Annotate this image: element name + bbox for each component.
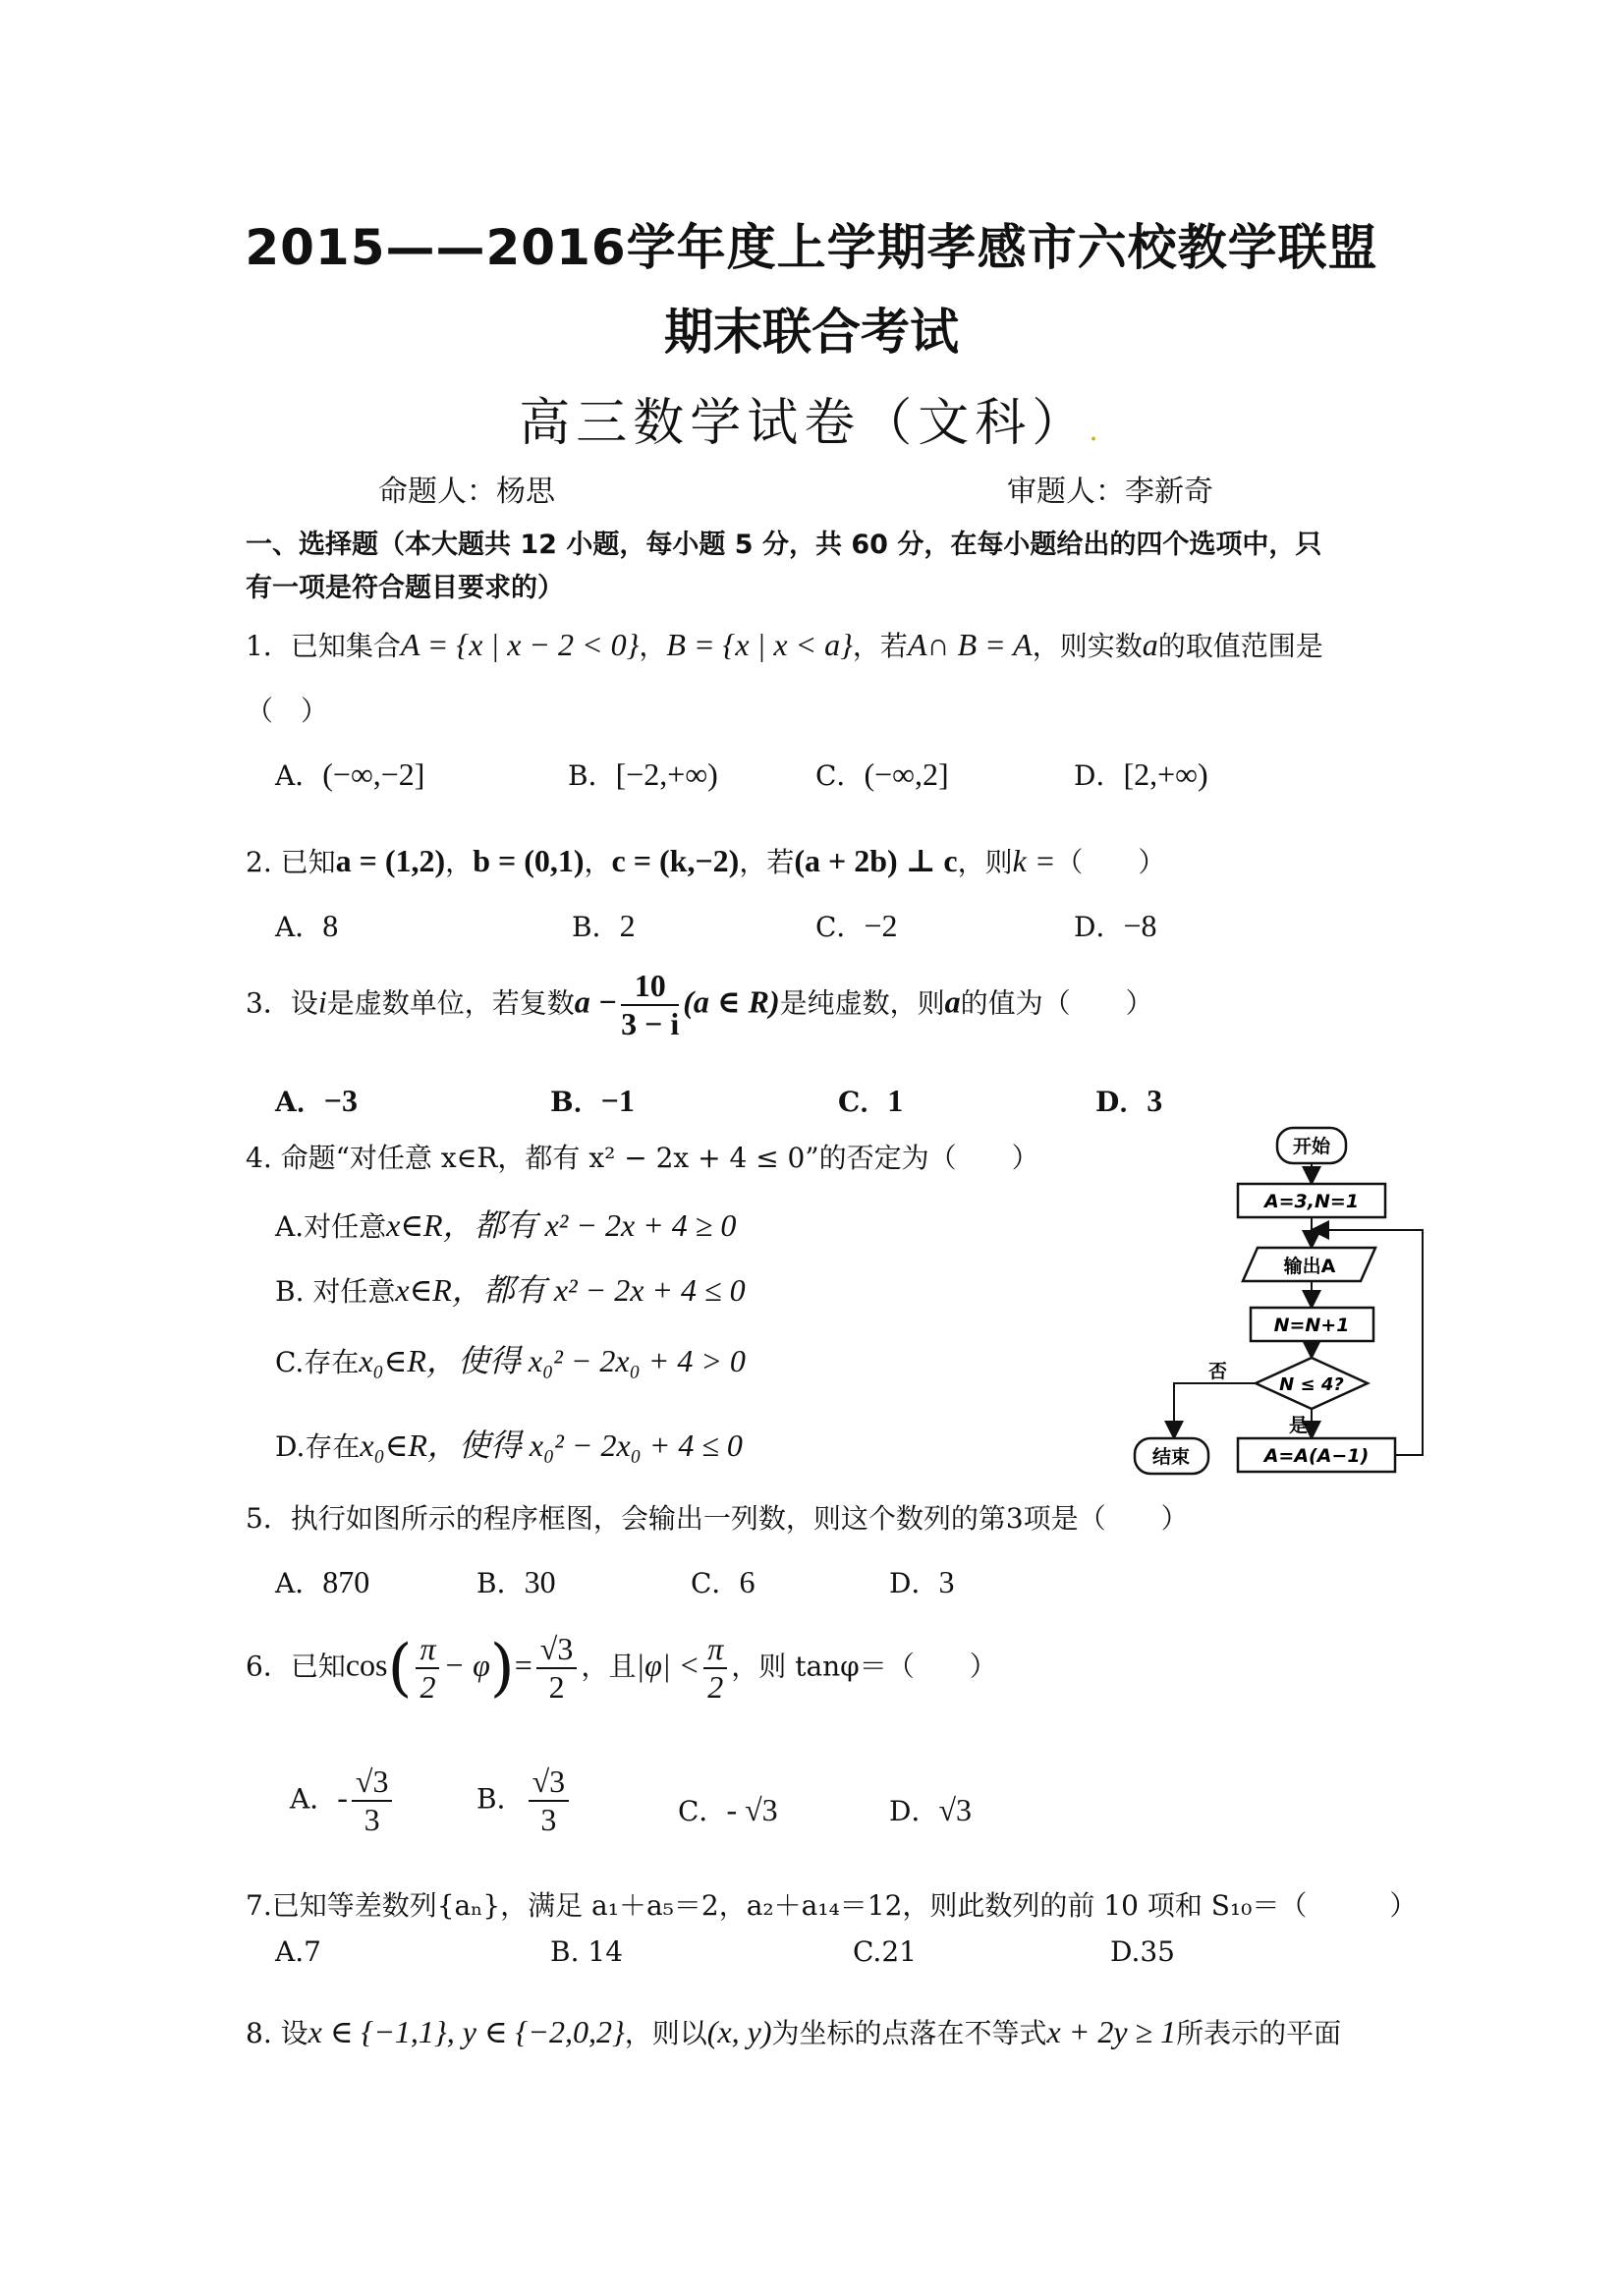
flow-yes-label: 是 — [1289, 1415, 1309, 1436]
q1-sep: ， — [639, 630, 667, 662]
q6-option-c — [678, 1790, 778, 1829]
option-num: √3 — [352, 1764, 393, 1802]
option-label: B． — [568, 759, 616, 792]
question-4: 4. 命题“对任意 x∈R，都有 x² − 2x + 4 ≤ 0”的否定为（ ） — [246, 1142, 1039, 1174]
option-label: C.存在 — [275, 1346, 360, 1378]
q2-option-a — [275, 906, 338, 945]
flow-update-label: A=A(A−1) — [1263, 1445, 1370, 1467]
question-6 — [246, 1631, 997, 1706]
option-label: A． — [290, 1782, 338, 1816]
option-value: - √3 — [726, 1792, 778, 1827]
q1-tail: 的取值范围是 — [1157, 630, 1323, 662]
q8-text4: 所表示的平面 — [1176, 2017, 1342, 2049]
q3-a: a — [944, 983, 961, 1020]
option-label: C． — [691, 1567, 740, 1599]
option-value: x∈R，都有 x² − 2x + 4 ≤ 0 — [395, 1272, 746, 1308]
option-value: −2 — [864, 908, 898, 943]
option-value: √3 — [938, 1792, 973, 1827]
q3-fraction — [621, 968, 679, 1042]
flow-increment-label: N=N+1 — [1273, 1315, 1350, 1336]
q5-option-b — [476, 1562, 556, 1601]
option-value: −8 — [1123, 908, 1157, 943]
q5-option-d — [889, 1562, 954, 1601]
q3-text: 是虚数单位，若复数 — [326, 986, 575, 1020]
option-label: D． — [889, 1567, 939, 1599]
flow-init-label: A=3,N=1 — [1263, 1191, 1360, 1212]
q6-text3: ，则 tanφ＝（ ） — [731, 1650, 997, 1683]
q3-option-b — [550, 1081, 635, 1120]
option-value: −1 — [600, 1083, 635, 1118]
q8-inequality: x + 2y ≥ 1 — [1046, 2014, 1177, 2049]
q6-abs-phi: |φ| < — [636, 1647, 700, 1683]
option-value: x₀∈R，使得 x₀² − 2x₀ + 4 > 0 — [359, 1343, 746, 1378]
program-flowchart — [1110, 1120, 1483, 1493]
question-8 — [246, 2012, 1341, 2051]
q1-mid: ，若 — [852, 630, 908, 662]
question-2 — [246, 841, 1165, 880]
option-fraction — [529, 1764, 570, 1838]
q1-condition: A∩ B = A — [907, 627, 1033, 662]
q6-two: 2 — [548, 1668, 565, 1705]
q7-option-b: B. 14 — [550, 1935, 624, 1968]
option-fraction — [352, 1764, 393, 1838]
q3-denominator: 3 − i — [621, 1005, 680, 1041]
q2-vector-b: b = (0,1) — [473, 843, 585, 878]
q3-a-minus: a − — [574, 983, 618, 1020]
q3-option-c — [838, 1081, 903, 1120]
q6-pi-over-2 — [416, 1631, 439, 1706]
q6-two: 2 — [707, 1668, 724, 1705]
option-label: B． — [572, 911, 620, 943]
q4-option-c — [275, 1336, 746, 1381]
question-1 — [246, 625, 1323, 664]
q2-then: ，则 — [957, 846, 1013, 878]
q1-option-a — [275, 755, 424, 794]
q1-set-b: B = {x | x < a} — [666, 627, 853, 662]
option-label: B． — [476, 1567, 525, 1599]
option-value: 8 — [322, 908, 339, 943]
option-label: C． — [838, 1086, 888, 1118]
flow-condition-label: N ≤ 4? — [1279, 1374, 1344, 1395]
q6-left-paren: ( — [387, 1631, 413, 1705]
option-label: D.存在 — [275, 1430, 361, 1463]
q2-condition: (a + 2b) ⊥ c — [794, 843, 958, 878]
q2-option-c — [815, 906, 897, 945]
q2-comma: ， — [584, 846, 612, 878]
q6-minus-phi: − φ — [443, 1647, 490, 1683]
option-den: 3 — [540, 1801, 557, 1837]
option-label: A． — [275, 911, 323, 943]
q6-option-b — [476, 1764, 573, 1838]
section-heading-line1: 一、选择题（本大题共 12 小题，每小题 5 分，共 60 分，在每小题给出的四个选项中，只 — [246, 530, 1322, 560]
option-value: 3 — [1147, 1083, 1163, 1118]
q1-prefix: 1．已知集合 — [246, 630, 401, 662]
option-label: B． — [550, 1086, 601, 1118]
q3-text3: 是纯虚数，则 — [779, 986, 945, 1020]
q6-two: 2 — [420, 1668, 436, 1705]
option-label: B． — [476, 1782, 525, 1816]
option-label: C． — [815, 759, 865, 792]
q3-numerator: 10 — [621, 968, 679, 1006]
q7-option-d: D.35 — [1110, 1935, 1175, 1968]
option-label: D． — [1074, 759, 1124, 792]
q1-option-d — [1074, 755, 1208, 794]
option-label: C． — [815, 911, 865, 943]
q4-option-a — [275, 1201, 736, 1246]
exam-title-line1: 2015——2016学年度上学期孝感市六校教学联盟 — [245, 219, 1378, 276]
option-value: x∈R，都有 x² − 2x + 4 ≥ 0 — [386, 1207, 737, 1243]
q1-answer-paren: （ ） — [246, 695, 329, 727]
q7-option-c: C.21 — [853, 1935, 917, 1968]
q4-option-d — [275, 1421, 743, 1466]
option-value: x₀∈R，使得 x₀² − 2x₀ + 4 ≤ 0 — [360, 1428, 743, 1463]
option-num: √3 — [529, 1764, 570, 1802]
q6-cos: cos — [345, 1647, 388, 1683]
q4-option-b — [275, 1265, 746, 1311]
q6-eq: = — [514, 1647, 532, 1683]
q3-option-a — [275, 1081, 358, 1120]
q2-vector-c: c = (k,−2) — [611, 843, 740, 878]
option-label: A． — [275, 1086, 324, 1118]
option-label: D． — [1095, 1086, 1147, 1118]
q8-text3: 为坐标的点落在不等式 — [771, 2017, 1047, 2049]
option-value: 30 — [524, 1564, 556, 1599]
option-label: C． — [678, 1795, 727, 1827]
question-7: 7.已知等差数列{aₙ}，满足 a₁＋a₅＝2，a₂＋a₁₄＝12，则此数列的前 10 项和 S₁₀＝（ ） — [246, 1889, 1418, 1922]
subject-title: 高三数学试卷（文科） — [519, 394, 1090, 453]
option-value: −3 — [323, 1083, 358, 1118]
option-value: 3 — [938, 1564, 955, 1599]
q6-prefix: 6．已知 — [246, 1650, 346, 1683]
flow-start-label: 开始 — [1292, 1136, 1331, 1157]
option-label: A． — [275, 1567, 323, 1599]
question-5: 5．执行如图所示的程序框图，会输出一列数，则这个数列的第3项是（ ） — [246, 1502, 1189, 1535]
option-value: (−∞,2] — [864, 756, 949, 792]
q1-suffix: ，则实数 — [1032, 630, 1143, 662]
q2-option-b — [572, 906, 636, 945]
q2-if: ，若 — [739, 846, 795, 878]
q2-prefix: 2. 已知 — [246, 846, 336, 878]
q1-set-a: A = {x | x − 2 < 0} — [400, 627, 640, 662]
q3-text4: 的值为（ ） — [960, 986, 1153, 1020]
section-heading-line2: 有一项是符合题目要求的） — [246, 573, 564, 603]
option-label: D． — [889, 1795, 939, 1827]
q1-option-b — [568, 755, 718, 794]
option-den: 3 — [364, 1801, 380, 1837]
q6-pi: π — [703, 1631, 727, 1669]
q3-i: i — [317, 983, 327, 1020]
q6-sqrt3: √3 — [536, 1631, 578, 1669]
q6-pi: π — [416, 1631, 439, 1669]
q6-right-paren: ) — [489, 1631, 515, 1705]
q8-point: (x, y) — [706, 2014, 772, 2049]
q5-option-c — [691, 1562, 755, 1601]
option-value: (−∞,−2] — [322, 756, 425, 792]
q2-paren: （ ） — [1055, 846, 1166, 878]
q6-text2: ，且 — [581, 1650, 637, 1683]
q8-sets: x ∈ {−1,1}, y ∈ {−2,0,2} — [308, 2014, 625, 2049]
q6-rhs — [536, 1631, 578, 1706]
q6-pi-over-2-b — [703, 1631, 727, 1706]
q7-option-a: A.7 — [275, 1935, 321, 1968]
author-label: 命题人：杨思 — [378, 475, 555, 509]
q2-comma: ， — [445, 846, 474, 878]
option-sign: - — [337, 1779, 348, 1816]
option-label: A.对任意 — [275, 1210, 387, 1243]
q8-prefix: 8. 设 — [246, 2017, 308, 2049]
option-value: 870 — [322, 1564, 370, 1599]
q3-option-d — [1095, 1081, 1162, 1120]
option-label: B. 对任意 — [275, 1275, 396, 1308]
flow-end-label: 结束 — [1151, 1446, 1191, 1468]
option-value: 6 — [739, 1564, 756, 1599]
flow-output-label: 输出A — [1283, 1256, 1336, 1277]
exam-title-line3 — [0, 381, 1623, 455]
q2-ask: k = — [1012, 843, 1056, 878]
flow-no-label: 否 — [1208, 1361, 1228, 1382]
option-label: D． — [1074, 911, 1124, 943]
option-value: [2,+∞) — [1123, 756, 1208, 792]
q6-option-a — [290, 1764, 396, 1838]
q3-condition: (a ∈ R) — [683, 983, 780, 1020]
q2-option-d — [1074, 906, 1157, 945]
option-value: 2 — [619, 908, 636, 943]
option-label: A． — [275, 759, 323, 792]
q3-prefix: 3．设 — [246, 986, 318, 1020]
question-3 — [246, 968, 1153, 1042]
q1-option-c — [815, 755, 949, 794]
q5-option-a — [275, 1562, 369, 1601]
option-value: [−2,+∞) — [615, 756, 718, 792]
stray-dot: . — [1089, 414, 1104, 448]
exam-title-line2: 期末联合考试 — [664, 304, 959, 361]
q1-var: a — [1142, 627, 1158, 662]
option-value: 1 — [887, 1083, 904, 1118]
reviewer-label: 审题人：李新奇 — [1007, 475, 1213, 509]
q6-option-d — [889, 1790, 972, 1829]
q2-vector-a: a = (1,2) — [335, 843, 446, 878]
q8-text2: ，则以 — [624, 2017, 707, 2049]
